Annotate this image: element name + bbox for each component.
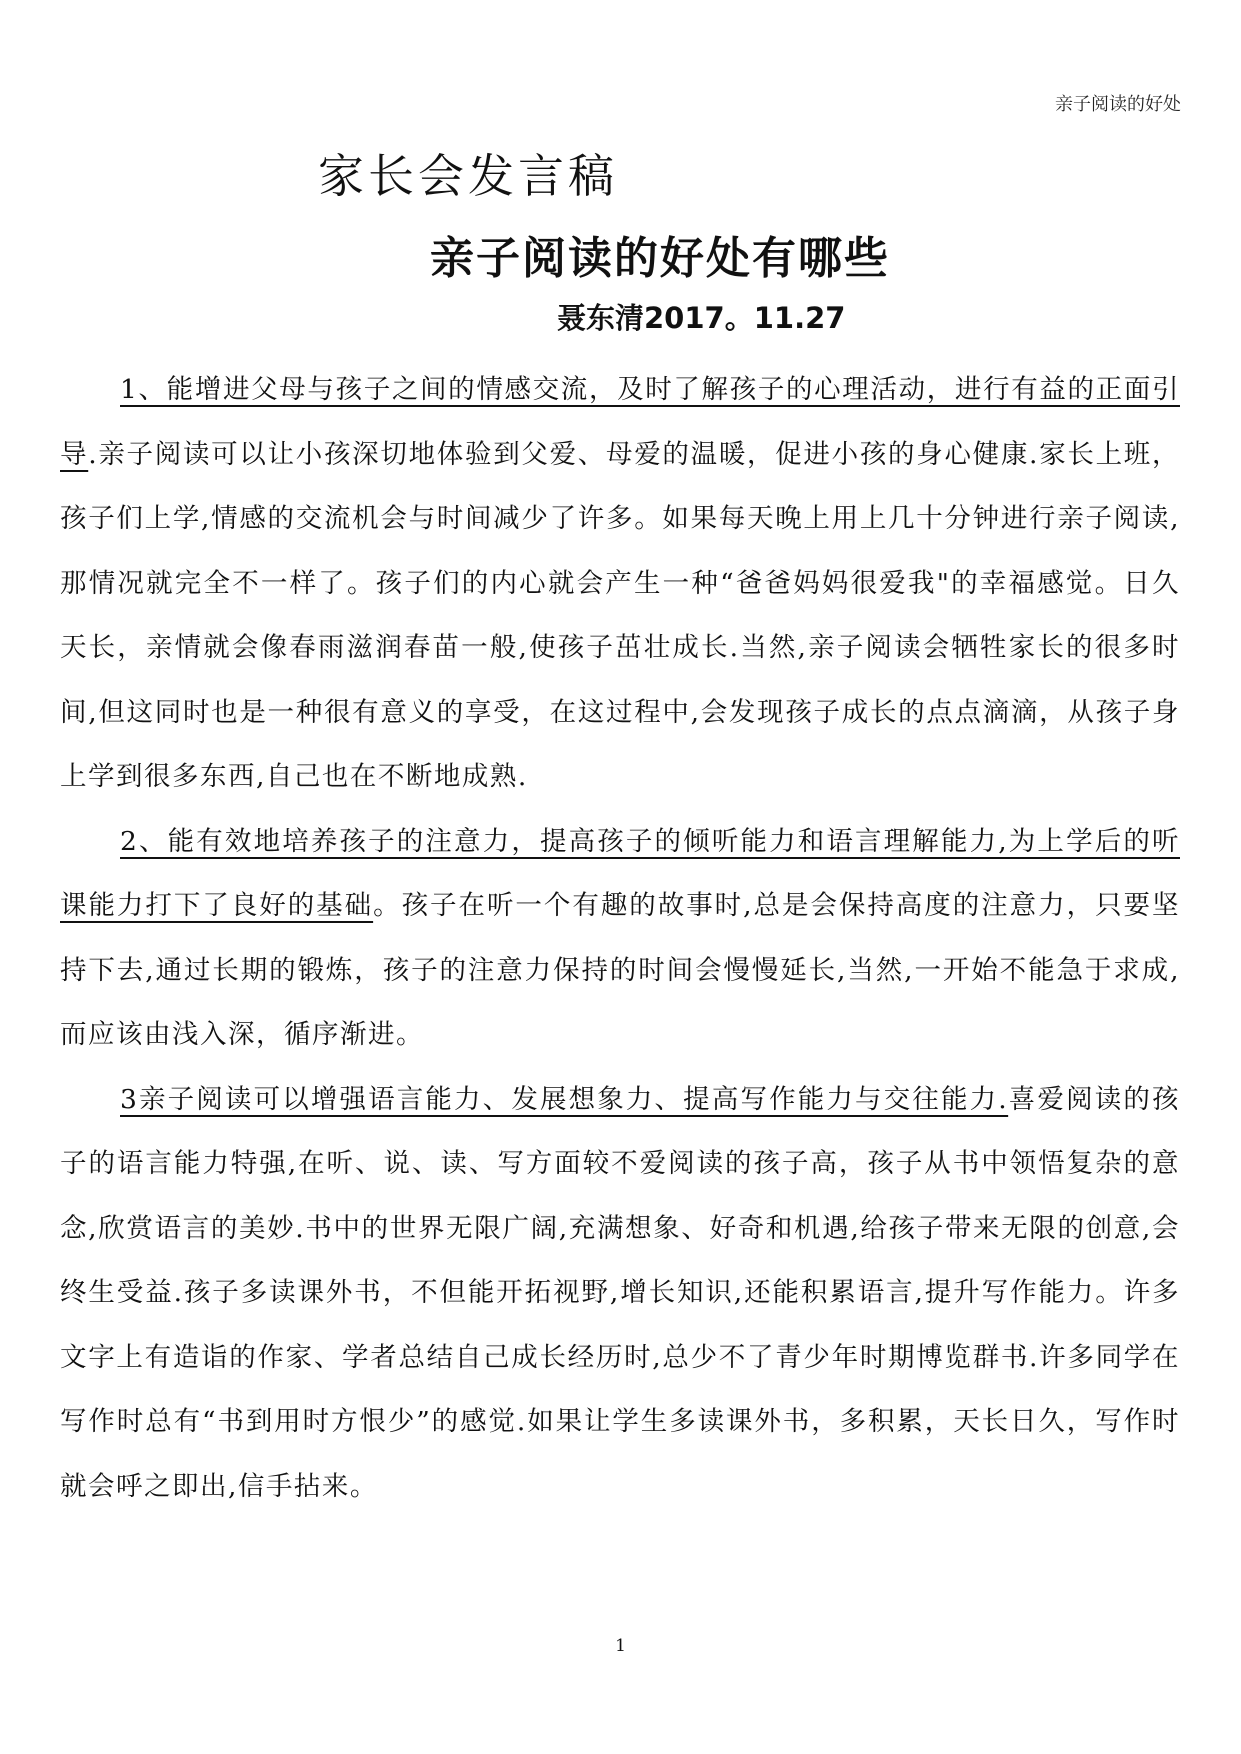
document-body (60, 358, 1180, 1519)
running-header: 亲子阅读的好处 (1055, 94, 1181, 115)
paragraph-1-body: .亲子阅读可以让小孩深切地体验到父爱、母爱的温暖，促进小孩的身心健康.家长上班，孩子们上学,情感的交流机会与时间减少了许多。如果每天晚上用上几十分钟进行亲子阅读,那情况就完全不一样了。孩子们的内心就会产生一种“爸爸妈妈很爱我"的幸福感觉。日久天长，亲情就会像春雨滋润春苗一般,使孩子茁壮成长.当然,亲子阅读会牺牲家长的很多时间,但这同时也是一种很有意义的享受，在这过程中,会发现孩子成长的点点滴滴，从孩子身上学到很多东西,自己也在不断地成熟. (60, 438, 1181, 792)
paragraph-1-key-point: 1、能增进父母与孩子之间的情感交流，及时了解孩子的心理活动，进行有益的正面引导 (60, 374, 1180, 470)
paragraph-1 (60, 358, 1180, 810)
document-title: 亲子阅读的好处有哪些 (430, 233, 890, 284)
paragraph-2 (60, 810, 1180, 1068)
paragraph-3-key-point: 3亲子阅读可以增强语言能力、发展想象力、提高写作能力与交往能力. (120, 1083, 1009, 1115)
paragraph-3-body: 喜爱阅读的孩子的语言能力特强,在听、说、读、写方面较不爱阅读的孩子高，孩子从书中领悟复杂的意念,欣赏语言的美妙.书中的世界无限广阔,充满想象、好奇和机遇,给孩子带来无限的创意,会终生受益.孩子多读课外书，不但能开拓视野,增长知识,还能积累语言,提升写作能力。许多文字上有造诣的作家、学者总结自己成长经历时,总少不了青少年时期博览群书.许多同学在写作时总有“书到用时方恨少”的感觉.如果让学生多读课外书，多积累，天长日久，写作时就会呼之即出,信手拈来。 (60, 1083, 1180, 1502)
page-number: 1 (615, 1636, 626, 1656)
paragraph-3 (60, 1068, 1180, 1520)
author-date-byline: 聂东清2017。11.27 (557, 301, 846, 335)
document-type-heading: 家长会发言稿 (318, 149, 618, 203)
paragraph-2-key-point: 2、能有效地培养孩子的注意力，提高孩子的倾听能力和语言理解能力,为上学后的听课能力打下了良好的基础 (60, 825, 1180, 921)
paragraph-2-body: 。孩子在听一个有趣的故事时,总是会保持高度的注意力，只要坚持下去,通过长期的锻炼，孩子的注意力保持的时间会慢慢延长,当然,一开始不能急于求成,而应该由浅入深，循序渐进。 (60, 890, 1181, 1050)
